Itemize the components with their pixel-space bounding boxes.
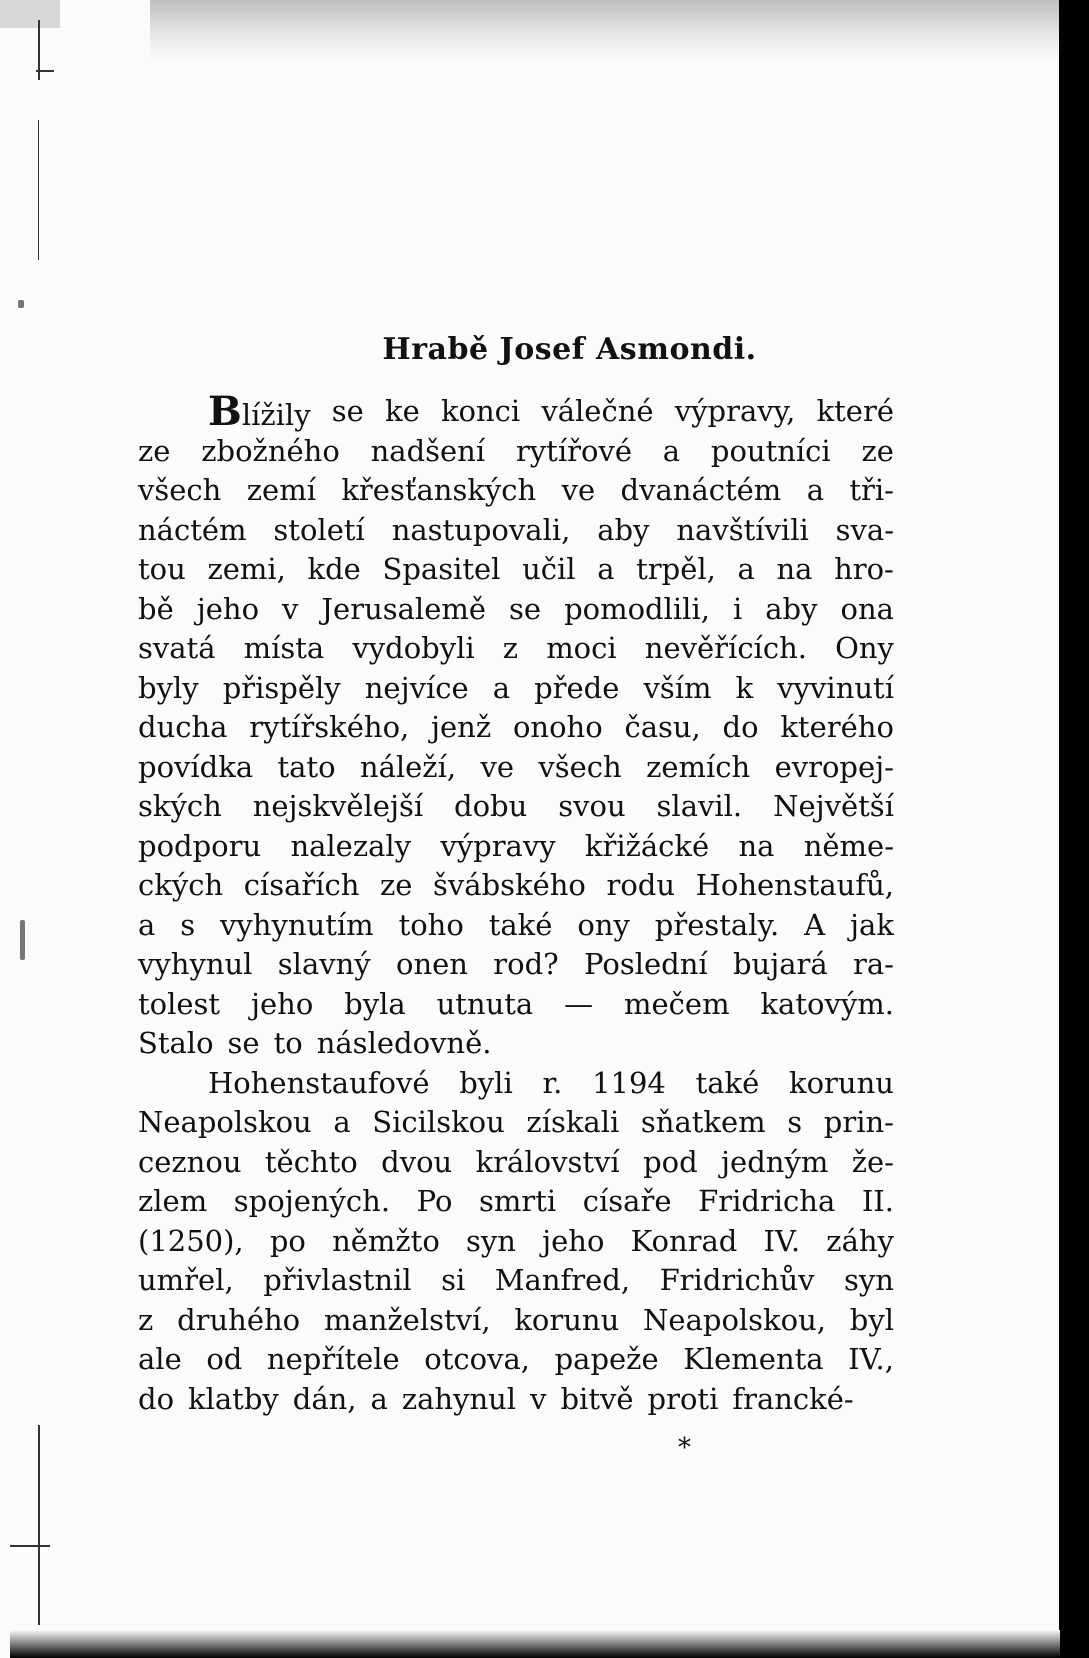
drop-cap: B (208, 388, 242, 435)
text-line (138, 1064, 894, 1104)
word: byly (138, 670, 199, 705)
word: jak (850, 907, 894, 942)
word: byli (459, 1065, 513, 1100)
word: přestaly. (654, 907, 780, 942)
word: nalezaly (290, 828, 412, 863)
word: Fridrichův (659, 1263, 815, 1297)
word: a (662, 433, 681, 468)
word: císaře (582, 1184, 672, 1218)
word: ducha (138, 710, 228, 744)
word: v (530, 1381, 547, 1416)
word: k (735, 670, 754, 705)
word: do (138, 1381, 175, 1416)
word: pod (643, 1144, 698, 1179)
word: i (732, 591, 743, 626)
word: aby (597, 512, 650, 547)
word: bujará (732, 947, 828, 981)
word: r. (542, 1065, 563, 1100)
word: ských (138, 789, 222, 823)
word: syn (465, 1223, 516, 1258)
word: nastupovali, (391, 512, 571, 547)
word: tou (138, 552, 186, 586)
word: století (273, 512, 365, 547)
text-line (138, 471, 894, 511)
word: a (370, 1381, 388, 1416)
text-line (138, 906, 894, 946)
word: výpravy (440, 828, 556, 863)
word: Sicilskou (372, 1105, 505, 1139)
scan-mark-left (36, 70, 54, 72)
text-line (138, 1222, 894, 1262)
word: na (738, 828, 775, 863)
word: toho (398, 907, 464, 942)
scan-mark-left (38, 120, 39, 260)
chapter-title: Hrabě Josef Asmondi. (382, 332, 757, 367)
word: Klementa (683, 1342, 824, 1376)
text-line (138, 708, 894, 748)
word: zahynul (401, 1381, 517, 1416)
word: dán, (292, 1381, 357, 1416)
word: nadšení (370, 433, 486, 468)
word: A (804, 907, 826, 942)
word: klatby (188, 1381, 279, 1416)
word: katovým. (760, 986, 894, 1021)
word: ale (138, 1342, 182, 1376)
word: sva- (835, 512, 894, 547)
word: a (138, 907, 156, 942)
word: IV. (763, 1223, 801, 1258)
word: 1194 (592, 1065, 666, 1100)
word: z (502, 631, 519, 665)
word: ze (861, 433, 894, 468)
text-line (138, 985, 894, 1025)
word: jedným (721, 1144, 829, 1179)
word: spojených. (233, 1184, 391, 1218)
text-line (138, 1103, 894, 1143)
scan-mark-left (10, 1545, 50, 1547)
scan-speck (20, 920, 25, 960)
scan-mark-left (38, 1425, 40, 1625)
text-line (138, 748, 894, 788)
word: nejskvělejší (252, 789, 424, 823)
word: kde (307, 552, 361, 586)
word: a (597, 552, 615, 586)
word: ke (385, 394, 420, 428)
word: Po (416, 1184, 453, 1218)
word: kterého (780, 710, 894, 744)
word: ve (480, 749, 514, 784)
word: švábského (433, 868, 586, 902)
word: všech (138, 473, 222, 507)
word: Neapolskou (138, 1105, 312, 1139)
word: od (206, 1342, 243, 1376)
word: ceznou (138, 1144, 242, 1179)
word: náctém (138, 512, 247, 547)
text-line (138, 1340, 894, 1380)
word: Blížily (208, 388, 311, 435)
word: Fridricha (698, 1184, 836, 1218)
word: a (333, 1105, 351, 1139)
body-text (138, 388, 894, 1419)
word: pomodlili, (564, 591, 710, 626)
scan-edge-bottom (10, 1630, 1060, 1658)
word: výpravy, (674, 394, 796, 428)
word: aby (765, 591, 818, 626)
word: nevěřících. (644, 631, 807, 665)
word: tolest (138, 986, 221, 1021)
word: nepřítele (266, 1342, 400, 1376)
word: nejvíce (364, 670, 469, 705)
word: zemí (246, 473, 316, 507)
word: otcova, (424, 1342, 531, 1376)
word: vydobyli (352, 631, 475, 665)
word: všech (538, 749, 622, 784)
word: proti (647, 1381, 719, 1416)
word: času, (624, 710, 701, 744)
word: rytířové (515, 433, 632, 468)
word: také (488, 907, 553, 942)
word: hro- (834, 552, 894, 586)
word: a (806, 473, 824, 507)
text-line (138, 388, 894, 435)
word: podporu (138, 828, 262, 863)
word: (1250), (138, 1223, 244, 1258)
word: smrti (479, 1184, 557, 1218)
word: se (509, 591, 542, 626)
word: dvanáctém (620, 473, 782, 507)
word: ony (577, 907, 630, 942)
word: jeho (250, 986, 314, 1021)
word: místa (243, 631, 325, 665)
word: také (695, 1065, 760, 1100)
word: vyhynutím (220, 907, 374, 942)
text-line (138, 1182, 894, 1222)
word: prin- (823, 1105, 894, 1139)
word: Největší (773, 789, 894, 823)
word: svatá (138, 631, 216, 665)
text-line (138, 432, 894, 472)
text-line (138, 1261, 894, 1301)
word: utnuta (436, 986, 534, 1021)
text-line (138, 1301, 894, 1341)
word: sňatkem (640, 1105, 766, 1139)
word: Hohenstaufové (208, 1065, 430, 1100)
word: — (564, 986, 594, 1021)
ornament-asterisk: * (678, 1433, 691, 1463)
word: ve (561, 473, 596, 507)
word: korunu (789, 1065, 894, 1100)
word: povídka (138, 749, 254, 784)
word: svou (558, 789, 626, 823)
word: dvou (381, 1144, 453, 1179)
word: tři- (849, 473, 894, 507)
word: dobu (454, 789, 528, 823)
word: rod? (493, 947, 559, 981)
text-line (138, 511, 894, 551)
word: císařích (243, 868, 360, 902)
text-line (138, 629, 894, 669)
word: vyvinutí (777, 670, 894, 705)
word: následovně. (316, 1026, 492, 1060)
word: na (776, 552, 813, 586)
word: zlem (138, 1184, 208, 1218)
word: manželství, (323, 1302, 491, 1337)
scan-speck (18, 300, 24, 308)
word: křižácké (584, 828, 710, 863)
word: vším (643, 670, 712, 705)
word: papeže (554, 1342, 659, 1376)
word: francké- (732, 1381, 854, 1416)
word: onoho (512, 710, 603, 744)
word: ze (380, 868, 413, 902)
word: poutníci (710, 433, 831, 468)
word: zbožného (201, 433, 340, 468)
word: to (273, 1026, 303, 1060)
text-line (138, 945, 894, 985)
word: rytířského, (249, 710, 410, 744)
word: IV., (848, 1342, 894, 1376)
word: království (475, 1144, 620, 1179)
word: navštívili (676, 512, 809, 547)
word: korunu (514, 1302, 620, 1337)
word: v (282, 591, 299, 626)
word: bitvě (560, 1381, 634, 1416)
word: ra- (852, 947, 894, 981)
word: které (816, 394, 894, 428)
word: byl (849, 1302, 894, 1337)
word: učil (522, 552, 576, 586)
word: slavil. (656, 789, 743, 823)
word: vyhynul (138, 947, 253, 981)
word: moci (546, 631, 617, 665)
text-line (138, 787, 894, 827)
word: ze (138, 433, 171, 468)
word: II. (861, 1184, 894, 1218)
text-line (138, 590, 894, 630)
word: ckých (138, 868, 224, 902)
word: se (227, 1026, 260, 1060)
word: slavný (277, 947, 371, 981)
word: jenž (431, 710, 492, 744)
text-line (138, 669, 894, 709)
word: jeho (196, 591, 260, 626)
word: získali (526, 1105, 620, 1139)
scan-edge-top-left (0, 0, 60, 28)
word: Konrad (630, 1223, 738, 1258)
word: válečné (541, 394, 654, 428)
word: si (441, 1263, 466, 1297)
word: němžto (332, 1223, 440, 1258)
word: byla (344, 986, 406, 1021)
word: evropej- (774, 749, 894, 784)
text-line (138, 1024, 894, 1064)
word: jeho (542, 1223, 605, 1258)
word: přede (534, 670, 620, 705)
word: mečem (624, 986, 730, 1021)
word: trpěl, (636, 552, 716, 586)
word: Manfred, (494, 1263, 631, 1297)
word: že- (851, 1144, 894, 1179)
word: Neapolskou, (643, 1302, 826, 1337)
word: do (722, 710, 759, 744)
word: těchto (264, 1144, 358, 1179)
word: syn (844, 1263, 894, 1297)
word: přivlastnil (263, 1263, 412, 1297)
word: druhého (177, 1302, 301, 1337)
word: se (331, 394, 364, 428)
word: Hohenstaufů, (695, 868, 894, 902)
word: záhy (826, 1223, 894, 1258)
word: něme- (803, 828, 894, 863)
word: konci (440, 394, 521, 428)
word: bě (138, 591, 174, 626)
scan-shadow-top (150, 0, 1080, 60)
text-line (138, 827, 894, 867)
word: s (180, 907, 196, 942)
text-line (138, 1380, 894, 1420)
word: s (787, 1105, 803, 1139)
word: rodu (606, 868, 676, 902)
word: onen (395, 947, 468, 981)
word: tato (277, 749, 336, 784)
word: umřel, (138, 1263, 234, 1297)
word: Poslední (584, 947, 708, 981)
word: z (138, 1302, 154, 1337)
word: zemi, (207, 552, 286, 586)
word: Stalo (138, 1026, 214, 1060)
text-line (138, 866, 894, 906)
word: zemích (646, 749, 751, 784)
word: Jerusalemě (321, 591, 487, 626)
word: a (492, 670, 511, 705)
word: křesťanských (341, 473, 537, 507)
word: Ony (835, 631, 894, 665)
word: Spasitel (382, 552, 501, 586)
word: náleží, (359, 749, 457, 784)
text-line (138, 1143, 894, 1183)
word: ona (840, 591, 894, 626)
word: po (269, 1223, 306, 1258)
text-line (138, 550, 894, 590)
scan-edge-right (1059, 0, 1089, 1658)
word: přispěly (222, 670, 341, 705)
word: a (737, 552, 755, 586)
